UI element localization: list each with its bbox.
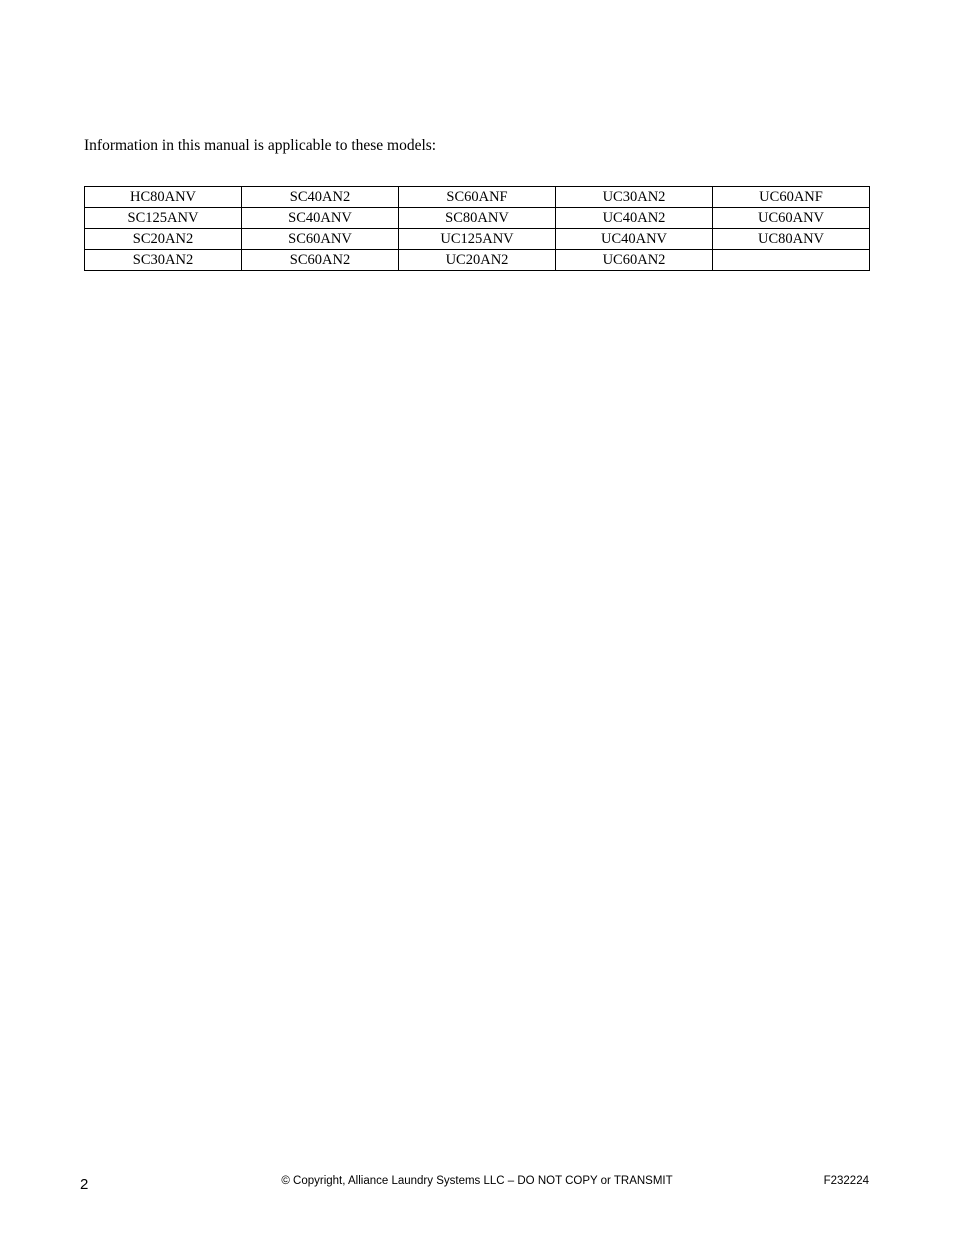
model-cell: UC30AN2	[556, 187, 713, 208]
model-cell: SC20AN2	[85, 229, 242, 250]
model-cell: UC60AN2	[556, 250, 713, 271]
model-cell: UC80ANV	[713, 229, 870, 250]
model-cell: SC30AN2	[85, 250, 242, 271]
models-table	[84, 186, 870, 271]
model-cell: UC60ANV	[713, 208, 870, 229]
page-footer	[0, 1174, 954, 1194]
table-row	[85, 208, 870, 229]
model-cell: UC40AN2	[556, 208, 713, 229]
page-number: 2	[80, 1176, 89, 1193]
model-cell: SC125ANV	[85, 208, 242, 229]
model-cell: UC125ANV	[399, 229, 556, 250]
model-cell: SC60AN2	[242, 250, 399, 271]
model-cell: SC40AN2	[242, 187, 399, 208]
model-cell: UC20AN2	[399, 250, 556, 271]
copyright-notice: © Copyright, Alliance Laundry Systems LLC – DO NOT COPY or TRANSMIT	[281, 1175, 673, 1187]
document-code: F232224	[823, 1175, 869, 1187]
model-cell: UC40ANV	[556, 229, 713, 250]
table-row	[85, 187, 870, 208]
model-cell: SC40ANV	[242, 208, 399, 229]
table-row	[85, 229, 870, 250]
model-cell: SC80ANV	[399, 208, 556, 229]
intro-text: Information in this manual is applicable to these models:	[84, 137, 437, 154]
table-row	[85, 250, 870, 271]
model-cell: SC60ANF	[399, 187, 556, 208]
model-cell: SC60ANV	[242, 229, 399, 250]
model-cell: HC80ANV	[85, 187, 242, 208]
model-cell: UC60ANF	[713, 187, 870, 208]
model-cell	[713, 250, 870, 271]
